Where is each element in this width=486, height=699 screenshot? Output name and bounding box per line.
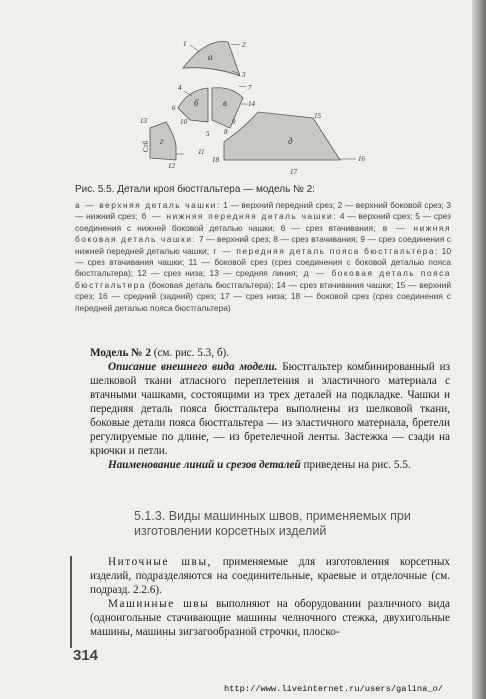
legend-d-label: д — боковая деталь пояса бюстгальтера [75, 268, 451, 290]
naming-text: приведены на рис. 5.5. [300, 459, 411, 471]
num-2: 2 [242, 41, 246, 49]
num-1: 1 [183, 40, 187, 48]
figure-caption: Рис. 5.5. Детали кроя бюстгальтера — модель № 2: [75, 184, 315, 195]
num-7: 7 [248, 84, 252, 92]
num-11: 11 [198, 148, 205, 156]
num-18: 18 [212, 156, 219, 164]
model-title: Модель № 2 [90, 347, 151, 359]
legend-a-text: 1 — верхний передний срез; 2 — верхний боковой срез; 3 — нижний срез; [75, 200, 451, 222]
piece-v [212, 88, 243, 128]
page-edge [472, 0, 486, 699]
p1-term: Ниточные швы, [108, 556, 212, 568]
num-13: 13 [140, 117, 147, 125]
desc-heading: Описание внешнего вида модели. [108, 361, 278, 373]
piece-label-g: г [160, 136, 164, 146]
model-ref: (см. рис. 5.3, б). [150, 347, 230, 359]
num-14: 14 [248, 100, 255, 108]
p2-term: Машинные швы [108, 598, 210, 610]
num-8: 8 [224, 128, 228, 136]
piece-b [178, 88, 208, 122]
desc-text: Бюстгальтер комбинированный из шелковой ткани атласного переплетения и эластичного материала с втачными чашками, состоящими из трех деталей на подкладке. Чашки и передняя деталь пояса бюстгальтера выполнены из шелковой ткани, боковые детали пояса бюстгальтера — из эластичного материала, бретели регулируемые по длине, — из бретелечной ленты. Застежка — сзади на крючки и петли. [90, 361, 450, 457]
legend-g-label: г — передняя деталь пояса бюстгальтера: [209, 245, 439, 256]
num-9: 9 [232, 118, 236, 126]
piece-label-d: д [288, 136, 293, 146]
num-4: 4 [178, 84, 182, 92]
num-5: 5 [206, 130, 210, 138]
num-6: 6 [172, 104, 176, 112]
p1-text: применяемые для изготовления корсетных изделий, подразделяются на соединительные, краевые и отделочные (см. подразд. 2.2.6). [90, 556, 450, 596]
model-description [90, 346, 450, 472]
legend-b-text: 4 — верхний срез; 5 — срез соединения с нижней боковой деталью чашки; 6 — срез втачивания; [75, 211, 451, 233]
legend-v-text: 7 — верхний срез; 8 — срез втачивания; 9 — срез соединения с нижней передней деталью чашки; [75, 234, 451, 256]
p2-text: выполняют на оборудовании различного вида (одноигольные стачивающие машины челночного стежка, двухигольные машины, машины зигзагообразной строчки, плоско- [90, 598, 450, 638]
side-label: Стб [142, 140, 150, 152]
figure-legend [75, 200, 451, 314]
num-16: 16 [358, 155, 365, 163]
watermark-url: http://www.liveinternet.ru/users/galina_o/ [224, 684, 443, 694]
num-12: 12 [168, 162, 175, 170]
seams-text [90, 555, 450, 639]
pattern-diagram [128, 28, 398, 178]
piece-d [224, 112, 340, 160]
page-number: 314 [73, 647, 99, 664]
num-17: 17 [290, 168, 297, 176]
piece-label-a: а [208, 52, 213, 62]
legend-b-label: б — нижняя передняя деталь чашки: [137, 211, 338, 222]
legend-d-text: (боковая деталь бюстгальтера); 14 — срез втачивания чашки; 15 — верхний срез; 16 — средний (задний) срез; 17 — срез низа; 18 — боковой срез (срез соединения с передней деталью пояса бюстгальтера) [75, 279, 451, 313]
piece-label-v: в [223, 98, 227, 108]
num-10: 10 [180, 118, 187, 126]
num-3: 3 [242, 71, 246, 79]
naming-heading: Наименование линий и срезов деталей [108, 459, 301, 471]
piece-label-b: б [194, 98, 199, 108]
legend-v-label: в — нижняя боковая деталь чашки: [75, 222, 451, 245]
section-heading: 5.1.3. Виды машинных швов, применяемых при изготовлении корсетных изделий [134, 509, 411, 538]
num-15: 15 [314, 112, 321, 120]
legend-a-label: а — верхняя деталь чашки: [75, 200, 221, 210]
margin-rule [70, 556, 72, 648]
legend-g-text: 10 — срез втачивания чашки; 11 — боковой срез (срез соединения с боковой деталью пояса бюстгальтера); 12 — срез низа; 13 — средняя линия; [75, 245, 451, 279]
